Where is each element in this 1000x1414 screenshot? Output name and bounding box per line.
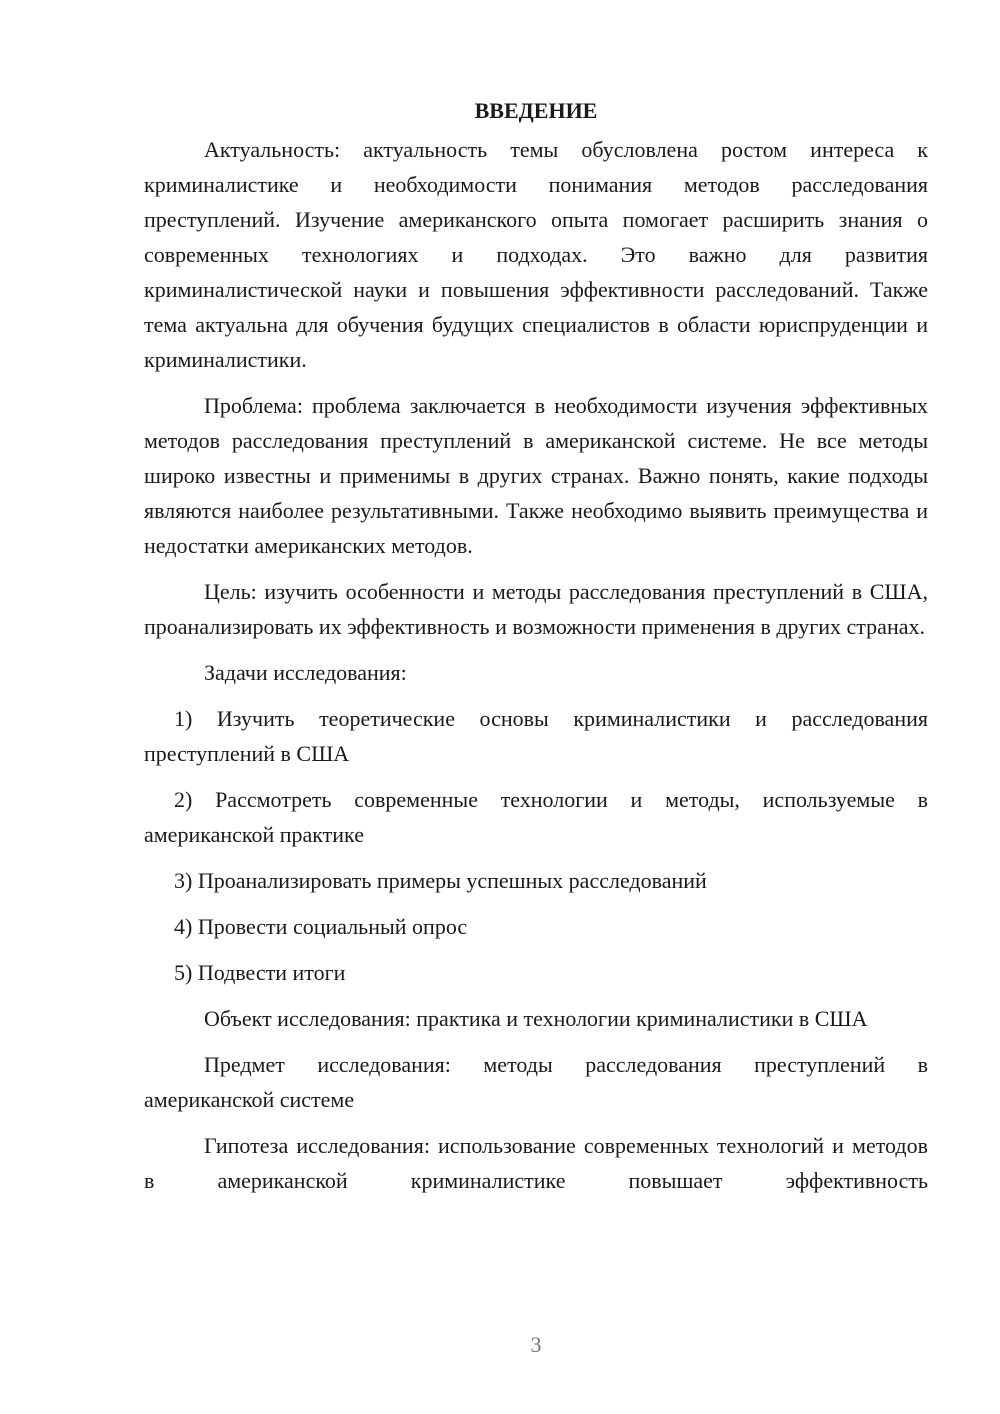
- subject-paragraph: Предмет исследования: методы расследования преступлений в американской системе: [144, 1052, 928, 1112]
- task-item-5: 5) Подвести итоги: [174, 960, 346, 985]
- problem-paragraph: Проблема: проблема заключается в необходимости изучения эффективных методов расследования преступлений в американской системе. Не все методы широко известны и применимы в других странах. Важно понять, какие подходы являются наиболее результативными. Также необходимо выявить преимущества и недостатки американских методов.: [144, 393, 928, 558]
- task-item-2: 2) Рассмотреть современные технологии и методы, используемые в американской практике: [144, 787, 928, 847]
- document-page: [144, 94, 928, 1209]
- goal-paragraph: Цель: изучить особенности и методы расследования преступлений в США, проанализировать их эффективность и возможности применения в других странах.: [144, 579, 928, 639]
- task-item-3: 3) Проанализировать примеры успешных расследований: [174, 868, 707, 893]
- hypothesis-paragraph: Гипотеза исследования: использование современных технологий и методов в американской криминалистике повышает эффективность: [144, 1133, 928, 1193]
- object-paragraph: Объект исследования: практика и технологии криминалистики в США: [204, 1006, 868, 1031]
- section-heading: ВВЕДЕНИЕ: [474, 98, 598, 123]
- tasks-title: Задачи исследования:: [204, 660, 407, 685]
- task-item-1: 1) Изучить теоретические основы криминалистики и расследования преступлений в США: [144, 706, 928, 766]
- task-item-4: 4) Провести социальный опрос: [174, 914, 468, 939]
- page-number: 3: [530, 1332, 542, 1357]
- relevance-paragraph: Актуальность: актуальность темы обусловлена ростом интереса к криминалистике и необходимости понимания методов расследования преступлений. Изучение американского опыта помогает расширить знания о современных технологиях и подходах. Это важно для развития криминалистической науки и повышения эффективности расследований. Также тема актуальна для обучения будущих специалистов в области юриспруденции и криминалистики.: [144, 137, 928, 372]
